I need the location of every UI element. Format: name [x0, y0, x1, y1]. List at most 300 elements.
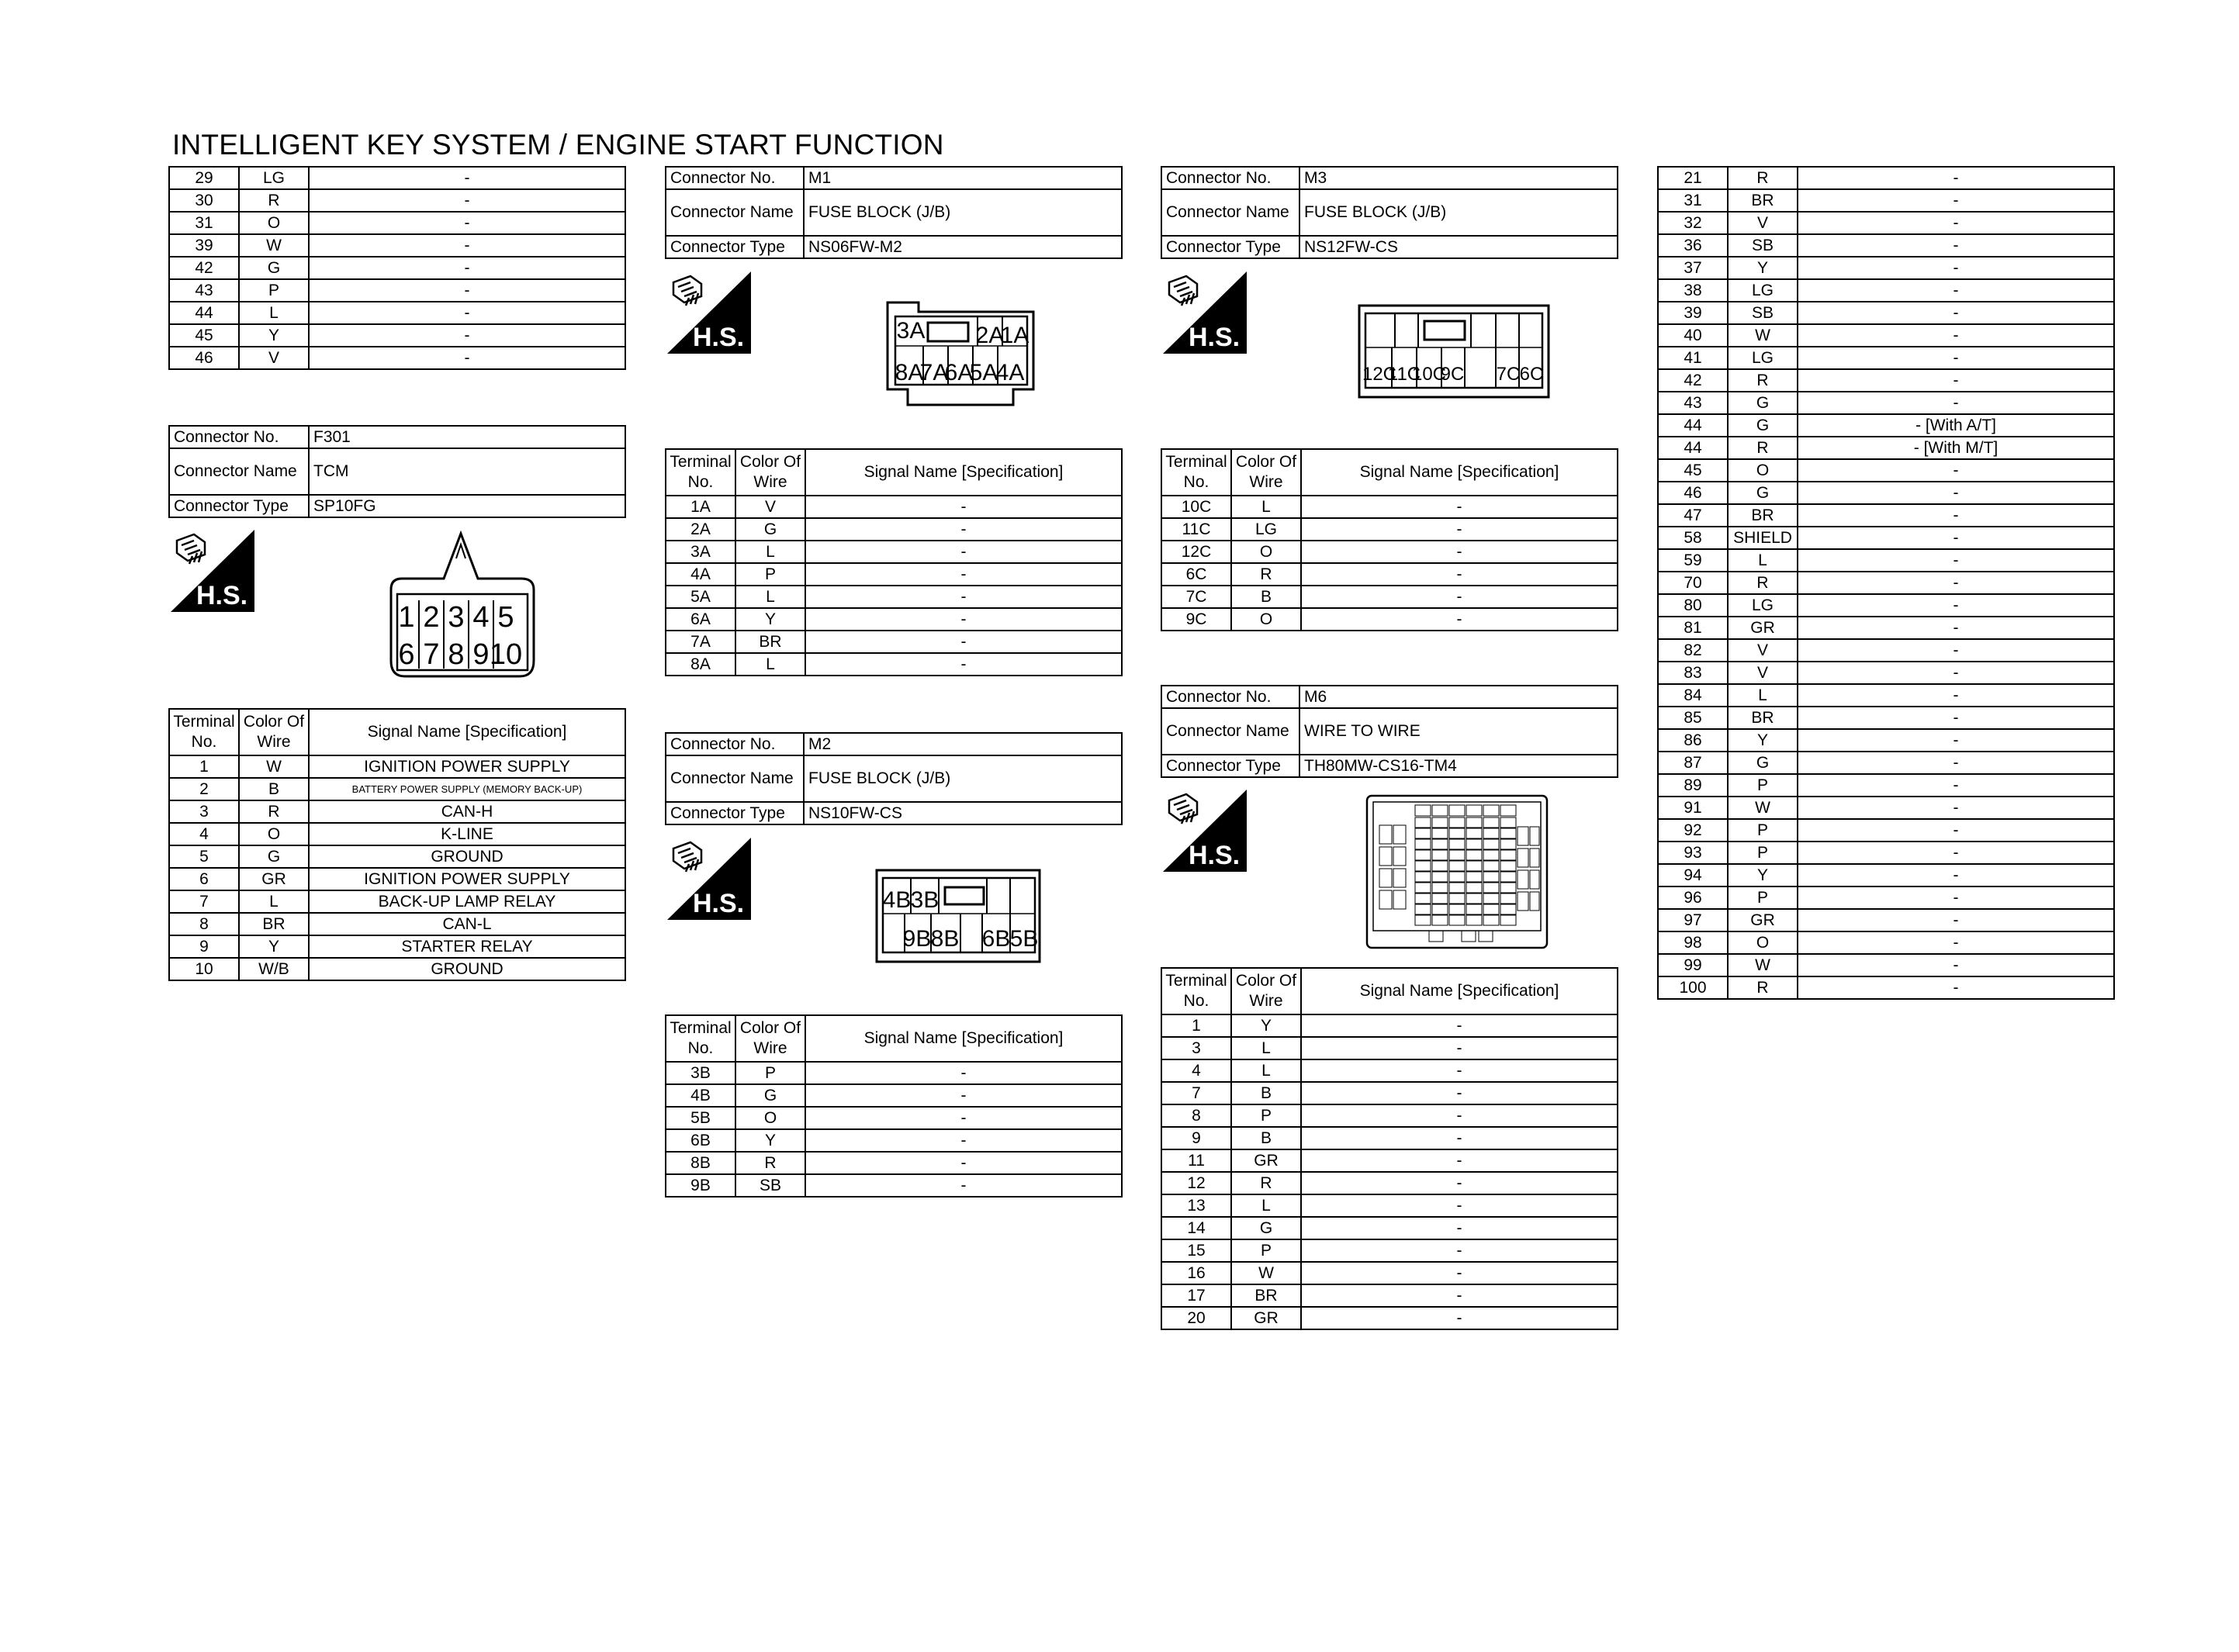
terminal-no: 83 — [1658, 662, 1728, 684]
connector-no-value: M6 — [1299, 686, 1618, 708]
wire-color: G — [239, 845, 309, 868]
terminal-no: 6 — [169, 868, 239, 890]
table-row — [1658, 257, 2114, 279]
pin-cavity — [1449, 893, 1465, 904]
wire-color: BR — [1728, 707, 1798, 729]
signal-name: - — [805, 563, 1122, 586]
pin-cavity — [1432, 915, 1448, 925]
terminal-no: 7C — [1161, 586, 1231, 608]
harness-side-icon — [667, 271, 751, 354]
terminal-no: 85 — [1658, 707, 1728, 729]
wire-color: R — [239, 189, 309, 212]
table-row — [1658, 819, 2114, 842]
harness-side-icon — [1163, 790, 1247, 872]
wire-color: LG — [1728, 279, 1798, 302]
signal-name: - — [1301, 518, 1618, 541]
table-row — [169, 279, 625, 302]
wire-color: G — [1728, 414, 1798, 437]
pin-label: 3B — [910, 887, 940, 913]
terminal-no: 9 — [169, 935, 239, 958]
wire-color: L — [1231, 496, 1301, 518]
wire-color: W — [1231, 1262, 1301, 1284]
pin-label: 9B — [902, 926, 932, 952]
table-row — [169, 845, 625, 868]
table-row — [1161, 1059, 1618, 1082]
wire-color: GR — [1728, 909, 1798, 931]
header-terminal-no: Terminal No. — [666, 1015, 735, 1062]
table-row — [1161, 1217, 1618, 1239]
signal-name: - — [1798, 167, 2114, 189]
pin-label: 5 — [497, 601, 514, 634]
pin-cavity — [1432, 883, 1448, 893]
pin-label: 10C — [1411, 364, 1447, 385]
label-connector-name: Connector Name — [1161, 189, 1299, 236]
wire-color: LG — [1231, 518, 1301, 541]
pin-cavity — [1500, 817, 1516, 828]
table-row — [1658, 504, 2114, 527]
signal-name: - — [1301, 1127, 1618, 1149]
signal-name: - — [309, 234, 625, 257]
signal-name: - — [1301, 1104, 1618, 1127]
terminal-no: 59 — [1658, 549, 1728, 572]
table-row — [1658, 212, 2114, 234]
wire-color: Y — [1728, 257, 1798, 279]
table-row — [1658, 931, 2114, 954]
wire-color: V — [1728, 639, 1798, 662]
header-terminal-no: Terminal No. — [1161, 968, 1231, 1014]
terminal-no: 4 — [169, 823, 239, 845]
table-row — [169, 890, 625, 913]
table-row — [1658, 842, 2114, 864]
pin-label: 4A — [995, 360, 1025, 385]
terminal-no: 2A — [666, 518, 735, 541]
terminal-no: 7 — [1161, 1082, 1231, 1104]
terminal-no: 1 — [1161, 1014, 1231, 1037]
terminal-no: 42 — [1658, 369, 1728, 392]
signal-name: GROUND — [309, 958, 625, 980]
header-color-of-wire: Color Of Wire — [239, 709, 309, 755]
terminal-no: 32 — [1658, 212, 1728, 234]
terminal-no: 70 — [1658, 572, 1728, 594]
pin-cavity — [1379, 869, 1392, 887]
signal-name: - — [309, 279, 625, 302]
terminal-no: 4B — [666, 1084, 735, 1107]
terminal-no: 4 — [1161, 1059, 1231, 1082]
wire-color: G — [1231, 1217, 1301, 1239]
pin-cavity — [1530, 870, 1539, 889]
wire-color: L — [735, 653, 805, 676]
table-row — [1658, 684, 2114, 707]
pin-cavity — [1393, 847, 1406, 866]
wire-color: R — [1728, 572, 1798, 594]
table-row — [169, 347, 625, 369]
hs-label: H.S. — [692, 889, 745, 918]
connector-name-value: TCM — [309, 448, 625, 495]
pin-cavity — [1483, 817, 1499, 828]
terminal-no: 99 — [1658, 954, 1728, 976]
pin-cavity — [1500, 861, 1516, 871]
connector-no-value: M1 — [804, 167, 1122, 189]
terminal-no: 12 — [1161, 1172, 1231, 1194]
pin-cavity — [1517, 892, 1528, 911]
wire-color: GR — [1231, 1149, 1301, 1172]
header-signal-name: Signal Name [Specification] — [309, 709, 625, 755]
pin-cavity — [1483, 883, 1499, 893]
connector-name-value: FUSE BLOCK (J/B) — [804, 755, 1122, 802]
pin-cavity — [1517, 827, 1528, 845]
wire-color: W — [1728, 797, 1798, 819]
wire-color: Y — [239, 935, 309, 958]
signal-name: - — [1798, 684, 2114, 707]
connector-info-m3 — [1161, 166, 1618, 259]
pin-cavity — [1432, 850, 1448, 860]
wire-color: G — [1728, 392, 1798, 414]
signal-name: - — [805, 586, 1122, 608]
label-connector-no: Connector No. — [1161, 167, 1299, 189]
wire-color: W — [239, 755, 309, 778]
pin-cavity — [1432, 839, 1448, 849]
table-row — [666, 541, 1122, 563]
signal-name: - — [1798, 459, 2114, 482]
wire-color: L — [1728, 684, 1798, 707]
signal-name: - — [1798, 257, 2114, 279]
pin-cavity — [1466, 893, 1482, 904]
table-row — [1658, 752, 2114, 774]
signal-name: - — [1798, 639, 2114, 662]
connector-type-value: NS10FW-CS — [804, 802, 1122, 824]
pin-cavity — [1466, 883, 1482, 893]
wire-color: L — [1231, 1037, 1301, 1059]
signal-name: - — [805, 1152, 1122, 1174]
terminal-no: 14 — [1161, 1217, 1231, 1239]
wire-color: R — [239, 800, 309, 823]
pin-label: 2 — [423, 601, 440, 634]
terminal-no: 44 — [169, 302, 239, 324]
pin-cavity — [1530, 848, 1539, 867]
wire-color: P — [1728, 842, 1798, 864]
signal-name: - — [1798, 324, 2114, 347]
pin-cavity — [1449, 904, 1465, 914]
table-row — [1658, 437, 2114, 459]
connector-face-m2 — [874, 867, 1044, 966]
connector-name-value: WIRE TO WIRE — [1299, 708, 1618, 755]
harness-side-icon — [667, 838, 751, 920]
pin-cavity — [1415, 817, 1431, 828]
table-row — [1658, 324, 2114, 347]
label-connector-type: Connector Type — [1161, 755, 1299, 777]
table-row — [1658, 549, 2114, 572]
wire-color: O — [1728, 459, 1798, 482]
signal-name: - [With M/T] — [1798, 437, 2114, 459]
terminal-no: 17 — [1161, 1284, 1231, 1307]
signal-name: CAN-H — [309, 800, 625, 823]
wire-color: BR — [239, 913, 309, 935]
terminal-no: 30 — [169, 189, 239, 212]
pin-cavity — [1483, 850, 1499, 860]
wire-color: P — [1231, 1104, 1301, 1127]
signal-name: BATTERY POWER SUPPLY (MEMORY BACK-UP) — [309, 778, 625, 800]
table-row — [666, 631, 1122, 653]
terminal-no: 80 — [1658, 594, 1728, 617]
terminal-no: 10 — [169, 958, 239, 980]
pin-cavity — [1530, 892, 1539, 911]
table-row — [169, 167, 625, 189]
wire-color: W — [1728, 954, 1798, 976]
pin-label: 2A — [975, 323, 1005, 348]
terminal-no: 38 — [1658, 279, 1728, 302]
pin-label: 12C — [1362, 364, 1397, 385]
wire-color: L — [239, 302, 309, 324]
signal-name: - — [805, 518, 1122, 541]
terminal-no: 94 — [1658, 864, 1728, 886]
pin-label: 8A — [895, 360, 924, 385]
wire-color: L — [735, 586, 805, 608]
terminal-no: 7A — [666, 631, 735, 653]
terminal-no: 5B — [666, 1107, 735, 1129]
terminal-no: 31 — [1658, 189, 1728, 212]
pin-cavity — [1432, 817, 1448, 828]
terminal-no: 15 — [1161, 1239, 1231, 1262]
wire-color: Y — [239, 324, 309, 347]
table-row — [1658, 886, 2114, 909]
terminal-no: 42 — [169, 257, 239, 279]
wire-color: O — [1231, 608, 1301, 631]
pin-cavity — [1500, 904, 1516, 914]
signal-name: - — [1301, 496, 1618, 518]
terminal-table-f301 — [168, 708, 626, 981]
signal-name: - — [805, 608, 1122, 631]
pin-cavity — [1449, 805, 1465, 816]
table-row — [666, 1174, 1122, 1197]
pin-cavity — [1415, 850, 1431, 860]
terminal-no: 13 — [1161, 1194, 1231, 1217]
terminal-no: 44 — [1658, 414, 1728, 437]
signal-name: - — [1301, 586, 1618, 608]
connector-type-value: TH80MW-CS16-TM4 — [1299, 755, 1618, 777]
table-row — [1161, 1127, 1618, 1149]
table-row — [1658, 617, 2114, 639]
table-row — [1161, 1037, 1618, 1059]
pin-label: 7C — [1496, 364, 1521, 385]
wire-color: R — [1231, 1172, 1301, 1194]
terminal-no: 43 — [169, 279, 239, 302]
terminal-no: 9 — [1161, 1127, 1231, 1149]
label-connector-type: Connector Type — [666, 236, 804, 258]
table-row — [169, 913, 625, 935]
pin-cavity — [1466, 839, 1482, 849]
pin-cavity — [1500, 828, 1516, 838]
wire-color: Y — [1728, 864, 1798, 886]
signal-name: - — [1798, 662, 2114, 684]
table-row — [1658, 279, 2114, 302]
wire-color: Y — [1728, 729, 1798, 752]
header-terminal-no: Terminal No. — [169, 709, 239, 755]
signal-name: - — [309, 257, 625, 279]
terminal-no: 11C — [1161, 518, 1231, 541]
wire-color: R — [1728, 437, 1798, 459]
pin-label: 8B — [930, 926, 960, 952]
connector-name-value: FUSE BLOCK (J/B) — [804, 189, 1122, 236]
pin-cavity — [1466, 861, 1482, 871]
signal-name: - — [1301, 608, 1618, 631]
header-signal-name: Signal Name [Specification] — [805, 1015, 1122, 1062]
hs-label: H.S. — [196, 581, 248, 610]
terminal-no: 5 — [169, 845, 239, 868]
signal-name: - — [1301, 1194, 1618, 1217]
signal-name: - — [805, 496, 1122, 518]
signal-name: - — [1301, 1307, 1618, 1329]
pin-cavity — [1449, 883, 1465, 893]
terminal-no: 6C — [1161, 563, 1231, 586]
terminal-no: 81 — [1658, 617, 1728, 639]
signal-name: - — [1301, 1262, 1618, 1284]
label-connector-no: Connector No. — [666, 733, 804, 755]
signal-name: IGNITION POWER SUPPLY — [309, 755, 625, 778]
terminal-table-m6 — [1161, 967, 1618, 1330]
table-row — [1658, 639, 2114, 662]
pin-cavity — [1479, 931, 1493, 942]
pin-label: 5B — [1009, 926, 1039, 952]
terminal-no: 20 — [1161, 1307, 1231, 1329]
pin-cavity — [1415, 805, 1431, 816]
table-row — [1161, 1284, 1618, 1307]
signal-name: - — [309, 347, 625, 369]
label-connector-name: Connector Name — [1161, 708, 1299, 755]
page-title: INTELLIGENT KEY SYSTEM / ENGINE START FUNCTION — [172, 129, 944, 161]
signal-name: - — [309, 324, 625, 347]
pin-cavity — [1429, 931, 1443, 942]
terminal-no: 58 — [1658, 527, 1728, 549]
pin-label: 4B — [882, 887, 912, 913]
signal-name: - — [1301, 1172, 1618, 1194]
pin-label: 9 — [472, 638, 490, 671]
terminal-no: 8 — [1161, 1104, 1231, 1127]
label-connector-type: Connector Type — [666, 802, 804, 824]
terminal-no: 21 — [1658, 167, 1728, 189]
pin-cavity — [1517, 848, 1528, 867]
signal-name: - — [1798, 392, 2114, 414]
table-row — [1658, 976, 2114, 999]
signal-name: - — [1798, 909, 2114, 931]
signal-name: - — [1798, 572, 2114, 594]
pin-cavity — [1379, 847, 1392, 866]
label-connector-no: Connector No. — [666, 167, 804, 189]
wire-color: SHIELD — [1728, 527, 1798, 549]
wire-color: B — [1231, 586, 1301, 608]
table-row — [1161, 1104, 1618, 1127]
signal-name: - — [1798, 976, 2114, 999]
label-connector-name: Connector Name — [666, 189, 804, 236]
terminal-no: 45 — [1658, 459, 1728, 482]
signal-name: - — [1798, 954, 2114, 976]
terminal-no: 5A — [666, 586, 735, 608]
table-row — [666, 1107, 1122, 1129]
pin-label: 11C — [1387, 364, 1421, 385]
table-row — [1161, 1307, 1618, 1329]
terminal-no: 43 — [1658, 392, 1728, 414]
pin-cavity — [1500, 915, 1516, 925]
pin-cavity — [1432, 805, 1448, 816]
wire-color: P — [735, 563, 805, 586]
wire-color: SB — [1728, 234, 1798, 257]
pin-cavity — [1500, 872, 1516, 882]
wire-color: O — [1231, 541, 1301, 563]
pin-label: 3 — [448, 601, 465, 634]
pin-cavity — [1500, 883, 1516, 893]
wire-color: B — [1231, 1127, 1301, 1149]
signal-name: - — [1301, 1217, 1618, 1239]
wire-color: W/B — [239, 958, 309, 980]
table-row — [1658, 482, 2114, 504]
connector-face-f301 — [383, 527, 546, 683]
terminal-no: 1A — [666, 496, 735, 518]
pin-cavity — [1483, 872, 1499, 882]
connector-info-m6 — [1161, 685, 1618, 778]
connector-info-m1 — [665, 166, 1123, 259]
hs-label: H.S. — [1188, 841, 1241, 870]
header-signal-name: Signal Name [Specification] — [805, 449, 1122, 496]
wire-color: O — [239, 823, 309, 845]
signal-name: - — [1798, 617, 2114, 639]
header-terminal-no: Terminal No. — [1161, 449, 1231, 496]
connector-no-value: M3 — [1299, 167, 1618, 189]
wire-color: Y — [735, 608, 805, 631]
table-row — [169, 800, 625, 823]
header-signal-name: Signal Name [Specification] — [1301, 968, 1618, 1014]
table-row — [1658, 167, 2114, 189]
pin-cavity — [1466, 872, 1482, 882]
terminal-no: 9C — [1161, 608, 1231, 631]
terminal-table-m3 — [1161, 448, 1618, 631]
terminal-no: 92 — [1658, 819, 1728, 842]
pin-cavity — [1393, 825, 1406, 844]
table-row — [1161, 1262, 1618, 1284]
signal-name: - — [1798, 212, 2114, 234]
table-row — [1658, 459, 2114, 482]
signal-name: - [With A/T] — [1798, 414, 2114, 437]
wire-color: R — [1728, 976, 1798, 999]
header-color-of-wire: Color Of Wire — [1231, 449, 1301, 496]
table-row — [169, 257, 625, 279]
pin-label: 6C — [1519, 364, 1544, 385]
pin-cavity — [1500, 850, 1516, 860]
wire-color: SB — [735, 1174, 805, 1197]
terminal-no: 2 — [169, 778, 239, 800]
signal-name: - — [1798, 594, 2114, 617]
pin-cavity — [1432, 904, 1448, 914]
table-row — [666, 518, 1122, 541]
wire-color: L — [1231, 1194, 1301, 1217]
pin-label: 6 — [398, 638, 415, 671]
terminal-no: 8A — [666, 653, 735, 676]
table-row — [1161, 1014, 1618, 1037]
signal-name: - — [1798, 864, 2114, 886]
connector-face-m3 — [1356, 302, 1552, 402]
wire-color: LG — [1728, 347, 1798, 369]
pin-label: 7 — [423, 638, 440, 671]
signal-name: K-LINE — [309, 823, 625, 845]
wire-color: W — [239, 234, 309, 257]
terminal-no: 37 — [1658, 257, 1728, 279]
pin-cavity — [1466, 904, 1482, 914]
table-row — [1658, 594, 2114, 617]
connector-face-m1 — [884, 299, 1036, 408]
table-row — [169, 212, 625, 234]
table-row — [1658, 864, 2114, 886]
terminal-no: 11 — [1161, 1149, 1231, 1172]
pin-cavity — [1432, 828, 1448, 838]
table-row — [1658, 729, 2114, 752]
